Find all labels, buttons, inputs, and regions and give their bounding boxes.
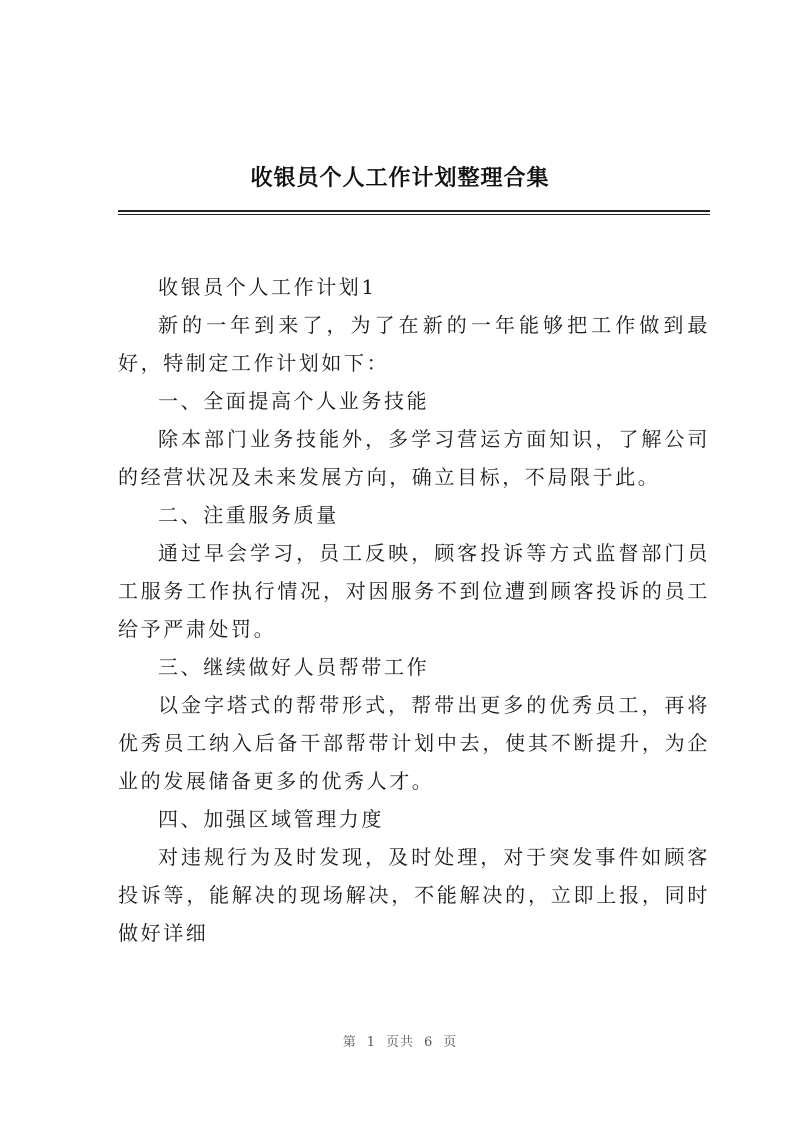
document-title: 收银员个人工作计划整理合集 xyxy=(250,166,550,191)
section-heading-plan-1: 收银员个人工作计划1 xyxy=(158,275,377,299)
paragraph-service: 通过早会学习，员工反映，顾客投诉等方式监督部门员工服务工作执行情况，对因服务不到位遭到顾客投诉的员工给予严肃处罚。 xyxy=(118,541,710,641)
paragraph-intro: 新的一年到来了，为了在新的一年能够把工作做到最好，特制定工作计划如下： xyxy=(118,313,710,375)
paragraph-skills: 除本部门业务技能外，多学习营运方面知识，了解公司的经营状况及未来发展方向，确立目标，不局限于此。 xyxy=(118,427,710,489)
document-body xyxy=(118,268,710,952)
footer-middle: 页共 xyxy=(385,1035,414,1050)
paragraph-area-management: 对违规行为及时发现，及时处理，对于突发事件如顾客投诉等，能解决的现场解决，不能解决的，立即上报，同时做好详细 xyxy=(118,845,710,945)
section-heading-skills: 一、全面提高个人业务技能 xyxy=(158,389,430,413)
footer-prefix: 第 xyxy=(342,1035,357,1050)
section-heading-service: 二、注重服务质量 xyxy=(158,503,339,527)
title-divider-thin xyxy=(118,214,710,215)
footer-suffix: 页 xyxy=(443,1035,458,1050)
section-heading-mentoring: 三、继续做好人员帮带工作 xyxy=(158,655,430,679)
footer-total-pages: 6 xyxy=(424,1035,434,1050)
page-footer xyxy=(0,1031,800,1050)
section-heading-area-management: 四、加强区域管理力度 xyxy=(158,807,384,831)
footer-page-number: 1 xyxy=(366,1035,376,1050)
paragraph-mentoring: 以金字塔式的帮带形式，帮带出更多的优秀员工，再将优秀员工纳入后备干部帮带计划中去，使其不断提升，为企业的发展储备更多的优秀人才。 xyxy=(118,693,710,793)
title-divider xyxy=(118,210,710,212)
